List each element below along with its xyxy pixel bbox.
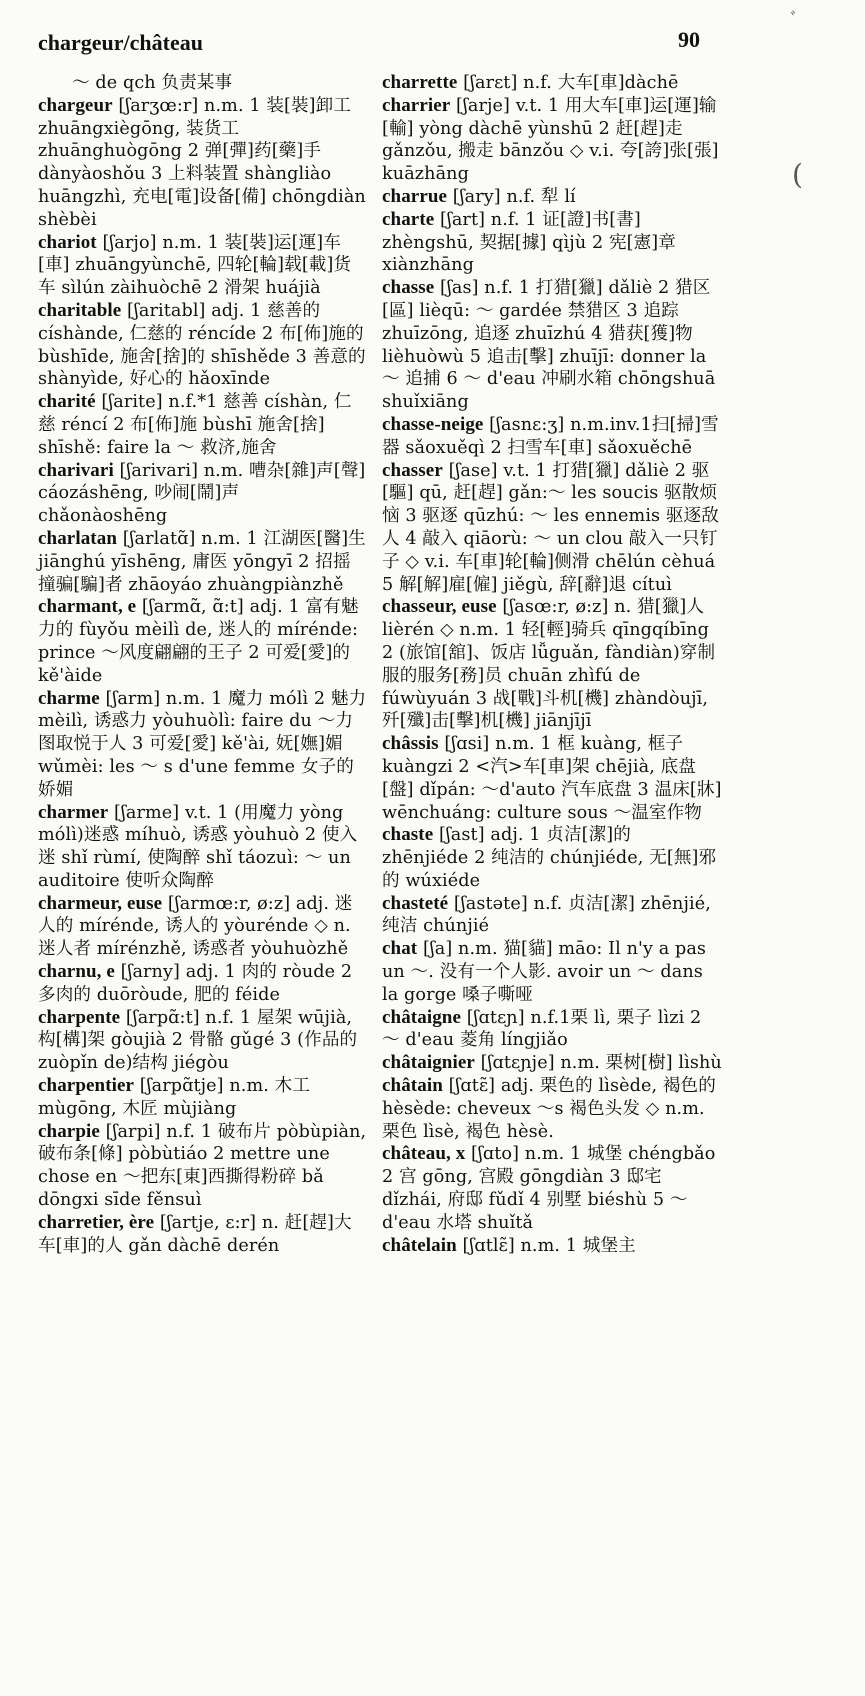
pronunciation: [ʃɑtɛ̃] — [448, 1076, 496, 1097]
entry — [382, 893, 722, 939]
definition: adj. 1 慈善的 císhànde, 仁慈的 réncíde 2 布[佈]施的 bùshīde, 施舍[捨]的 shīshěde 3 善意的 shànyìde, 好心的 hǎoxīnde — [38, 300, 366, 390]
headword: charpente — [38, 1006, 121, 1028]
headword: chariot — [38, 231, 97, 253]
pronunciation: [ʃarny] — [120, 962, 180, 983]
headword: charmant, e — [38, 596, 137, 618]
entry — [38, 1075, 368, 1121]
definition: n. 猎[獵]人 lièrén ◇ n.m. 1 轻[輕]骑兵 qīngqíbīng 2 (旅馆[舘]、饭店 lǚguǎn, fàndiàn)穿制服的服务[務]员 chuān zhìfú de fúwùyuán 3 战[戰]斗机[機] zhàndòujī, 歼[殲]击[擊]机[機] jiānjījī — [382, 597, 716, 732]
entry — [38, 893, 368, 961]
edge-mark: ( — [792, 158, 803, 191]
page-number: 90 — [678, 27, 700, 52]
headword: chasse — [382, 277, 435, 299]
entry — [382, 186, 722, 209]
entry — [382, 1007, 722, 1053]
headword: châssis — [382, 733, 439, 755]
pronunciation: [ʃastəte] — [453, 893, 528, 914]
headword: charme — [38, 687, 100, 709]
entry — [382, 596, 722, 733]
definition: n.f.1栗 lì, 栗子 lìzi 2 ～ d'eau 菱角 língjiǎo — [382, 1007, 702, 1051]
headword: château, x — [382, 1143, 466, 1165]
definition: n.f. 1 证[證]书[書] zhèngshū, 契据[據] qìjù 2 宪[憲]章 xiànzhāng — [382, 209, 676, 276]
entry — [38, 95, 368, 232]
definition: n.f.*1 慈善 císhàn, 仁慈 réncí 2 布[佈]施 bùshī 施舍[捨] shīshě: faire la ～ 救济,施舍 — [38, 392, 352, 458]
definition: adj. 迷人的 mírénde, 诱人的 yòurénde ◇ n.迷人者 mírénzhě, 诱惑者 yòuhuòzhě — [38, 893, 353, 960]
headword: châtaigne — [382, 1006, 462, 1028]
entry — [382, 938, 722, 1006]
entry — [38, 391, 368, 459]
headword: charitable — [38, 299, 122, 321]
definition: n.m. 猫[貓] māo: Il n'y a pas un ～. 没有一个人影. avoir un ～ dans la gorge 嗓子嘶哑 — [382, 939, 707, 1005]
entry — [382, 460, 722, 597]
pronunciation: [ʃarje] — [456, 95, 510, 116]
pronunciation: [ʃasœ:r, ø:z] — [502, 597, 609, 618]
pronunciation: [ʃast] — [438, 825, 485, 846]
headword: chasse-neige — [382, 413, 484, 435]
headword: chat — [382, 938, 418, 960]
pronunciation: [ʃarmɑ̃, ɑ̃:t] — [141, 597, 244, 618]
definition: n.m. 木工 mùgōng, 木匠 mùjiàng — [38, 1076, 311, 1119]
entry — [382, 1075, 722, 1143]
pronunciation: [ʃɑsi] — [444, 734, 490, 755]
headword: chaste — [382, 824, 434, 846]
pronunciation: [ʃasnɛ:ʒ] — [489, 414, 565, 435]
definition: v.t. 1 用大车[車]运[運]输[輸] yòng dàchē yùnshū 2 赶[趕]走 gǎnzǒu, 搬走 bānzǒu ◇ v.i. 夸[誇]张[張] kuāzhāng — [382, 95, 719, 185]
pronunciation: [ʃarpɑ̃:t] — [125, 1007, 200, 1028]
definition: n.f. 1 打猎[獵] dǎliè 2 猎区[區] lièqū: ～ gardée 禁猎区 3 追踪 zhuīzōng, 追逐 zhuīzhú 4 猎获[獲]物 lièhuòwù 5 追击[擊] zhuījī: donner la ～ 追捕 6 ～ d'eau 冲刷水箱 chōngshuā shuǐxiāng — [382, 278, 716, 413]
headword: charpie — [38, 1120, 100, 1142]
definition: n.f. 犁 lí — [506, 186, 576, 207]
pronunciation: [ʃɑto] — [471, 1144, 520, 1165]
headword: châtaignier — [382, 1052, 475, 1074]
pronunciation: [ʃary] — [452, 186, 501, 207]
headword: châtelain — [382, 1234, 457, 1256]
headword: charpentier — [38, 1075, 135, 1097]
entry — [382, 209, 722, 277]
entry — [382, 414, 722, 460]
pronunciation: [ʃas] — [440, 278, 479, 299]
pronunciation: [ʃart] — [440, 209, 486, 230]
definition: n.m. 1 城堡主 — [520, 1235, 636, 1256]
headword: charrue — [382, 185, 448, 207]
headword: chasser — [382, 459, 443, 481]
entry — [382, 824, 722, 892]
definition: n.m. 1 框 kuàng, 框子 kuàngzi 2 <汽>车[車]架 chējià, 底盘[盤] dǐpán: ～d'auto 汽车底盘 3 温床[牀] wēnchuáng: culture sous ～温室作物 — [382, 734, 722, 823]
definition: n.m. 1 城堡 chéngbǎo 2 宫 gōng, 宫殿 gōngdiàn 3 邸宅 dǐzhái, 府邸 fǔdǐ 4 别墅 biéshù 5 ～ d'eau 水塔 shuǐtǎ — [382, 1144, 716, 1233]
entry — [38, 1212, 368, 1258]
headword: charretier, ère — [38, 1211, 155, 1233]
right-column — [382, 72, 722, 1257]
definition: n.f. 1 破布片 pòbùpiàn, 破布条[條] pòbùtiáo 2 mettre une chose en ～把东[東]西撕得粉碎 bǎ dōngxi sīde fěnsuì — [38, 1121, 367, 1211]
definition: v.t. 1 (用魔力 yòng mólì)迷惑 míhuò, 诱惑 yòuhuò 2 使入迷 shǐ rùmí, 使陶醉 shǐ táozuì: ～ un auditoire 使听众陶醉 — [38, 802, 358, 891]
entry — [38, 460, 368, 528]
entry — [382, 95, 722, 186]
definition: n.f. 贞洁[潔] zhēnjié, 纯洁 chúnjié — [382, 893, 711, 937]
definition: adj. 栗色的 lìsède, 褐色的 hèsède: cheveux ～s 褐色头发 ◇ n.m. 栗色 lìsè, 褐色 hèsè. — [382, 1076, 716, 1142]
headword: charrette — [382, 72, 458, 93]
entry — [382, 1052, 722, 1075]
entry — [38, 961, 368, 1007]
definition: adj. 1 肉的 ròude 2 多肉的 duōròude, 肥的 féide — [38, 962, 353, 1005]
pronunciation: [ʃase] — [448, 460, 498, 481]
headword: charité — [38, 391, 96, 413]
headword: charrier — [382, 94, 451, 116]
pronunciation: [ʃartje, ɛ:r] — [159, 1212, 257, 1233]
pronunciation: [ʃarlatɑ̃] — [122, 528, 196, 549]
definition: n.m. 嘈杂[雜]声[聲] cáozáshēng, 吵闹[鬧]声 chǎonàoshēng — [38, 460, 366, 527]
continuation-line: ～ de qch 负责某事 — [72, 73, 233, 93]
definition: n.f. 1 屋架 wūjià, 构[構]架 gòujià 2 骨骼 gǔgé 3 (作品的 zuòpǐn de)结构 jiégòu — [38, 1007, 358, 1074]
entry — [38, 596, 368, 687]
pronunciation: [ʃarite] — [101, 392, 163, 413]
entry — [38, 802, 368, 893]
headword: charlatan — [38, 527, 118, 549]
left-column — [38, 72, 368, 1257]
pronunciation: [ʃarm] — [105, 688, 161, 709]
pronunciation: [ʃa] — [422, 939, 453, 960]
entry — [382, 72, 722, 95]
entry — [382, 277, 722, 414]
pronunciation: [ʃɑtlɛ̃] — [462, 1235, 515, 1256]
entry — [38, 528, 368, 596]
running-head-range: chargeur/château — [38, 30, 203, 55]
definition: n.m. 1 装[裝]卸工 zhuāngxiègōng, 装货工 zhuānghuògōng 2 弹[彈]药[藥]手 dànyàoshǒu 3 上料装置 shàngliào huāngzhì, 充电[電]设备[備] chōngdiàn shèbèi — [38, 95, 366, 230]
headword: charte — [382, 208, 435, 230]
definition: n.m.inv.1扫[掃]雪器 sǎoxuěqì 2 扫雪车[車] sǎoxuěchē — [382, 414, 719, 458]
definition: n. 赶[趕]大车[車]的人 gǎn dàchē derén — [38, 1212, 352, 1256]
pronunciation: [ʃarɛt] — [463, 73, 518, 93]
definition: v.t. 1 打猎[獵] dǎliè 2 驱[驅] qū, 赶[趕] gǎn:～ les soucis 驱散烦恼 3 驱逐 qūzhú: ～ les ennemis 驱逐敌人 4 敲入 qiāorù: ～ un clou 敲入一只钉子 ◇ v.i. 车[車]轮[輪]侧滑 chēlún cèhuá 5 解[解]雇[僱] jiěgù, 辞[辭]退 cítuì — [382, 460, 719, 595]
pronunciation: [ʃarme] — [114, 802, 180, 823]
pronunciation: [ʃarjo] — [102, 232, 157, 253]
headword: chasseur, euse — [382, 596, 497, 618]
headword: charmer — [38, 801, 109, 823]
pronunciation: [ʃɑtɛɲ] — [466, 1007, 525, 1028]
entry — [38, 1007, 368, 1075]
pronunciation: [ʃarpi] — [105, 1121, 161, 1142]
pronunciation: [ʃarpɑ̃tje] — [139, 1076, 224, 1097]
entry — [382, 1235, 722, 1258]
headword: charmeur, euse — [38, 892, 163, 914]
definition: adj. 1 富有魅力的 fùyǒu mèilì de, 迷人的 mírénde: prince ～风度翩翩的王子 2 可爱[愛]的 kě'àide — [38, 597, 359, 686]
entry — [38, 688, 368, 802]
definition: n.m. 栗树[樹] lìshù — [560, 1053, 722, 1074]
pronunciation: [ʃaritabl] — [127, 300, 206, 321]
definition: n.m. 1 装[裝]运[運]车[車] zhuāngyùnchē, 四轮[輪]载[載]货车 sìlún zàihuòchē 2 滑架 huájià — [38, 232, 352, 299]
entry — [38, 300, 368, 391]
headword: chasteté — [382, 892, 449, 914]
headword: chargeur — [38, 94, 113, 116]
entry — [382, 733, 722, 824]
headword: charnu, e — [38, 961, 115, 983]
headword: charivari — [38, 459, 114, 481]
definition: n.m. 1 魔力 mólì 2 魅力 mèilì, 诱惑力 yòuhuòlì: faire du ～力图取悦于人 3 可爱[愛] kě'ài, 妩[嫵]媚 wǔmèi: les ～ s d'une femme 女子的娇媚 — [38, 688, 367, 800]
definition: n.m. 1 江湖医[醫]生 jiānghú yīshēng, 庸医 yōngyī 2 招摇撞骗[騙]者 zhāoyáo zhuàngpiànzhě — [38, 528, 366, 595]
pronunciation: [ʃɑtɛɲje] — [480, 1053, 555, 1074]
headword: châtain — [382, 1075, 443, 1097]
definition: adj. 1 贞洁[潔]的 zhēnjiéde 2 纯洁的 chúnjiéde, 无[無]邪的 wúxiéde — [382, 825, 717, 891]
pronunciation: [ʃarʒœ:r] — [118, 95, 199, 116]
entry — [38, 232, 368, 300]
entry — [382, 1143, 722, 1234]
entry — [38, 1121, 368, 1212]
pronunciation: [ʃarivari] — [119, 460, 199, 481]
definition: n.f. 大车[車]dàchē — [523, 73, 679, 93]
pronunciation: [ʃarmœ:r, ø:z] — [167, 893, 291, 914]
edge-mark: ﾞ — [790, 10, 799, 31]
